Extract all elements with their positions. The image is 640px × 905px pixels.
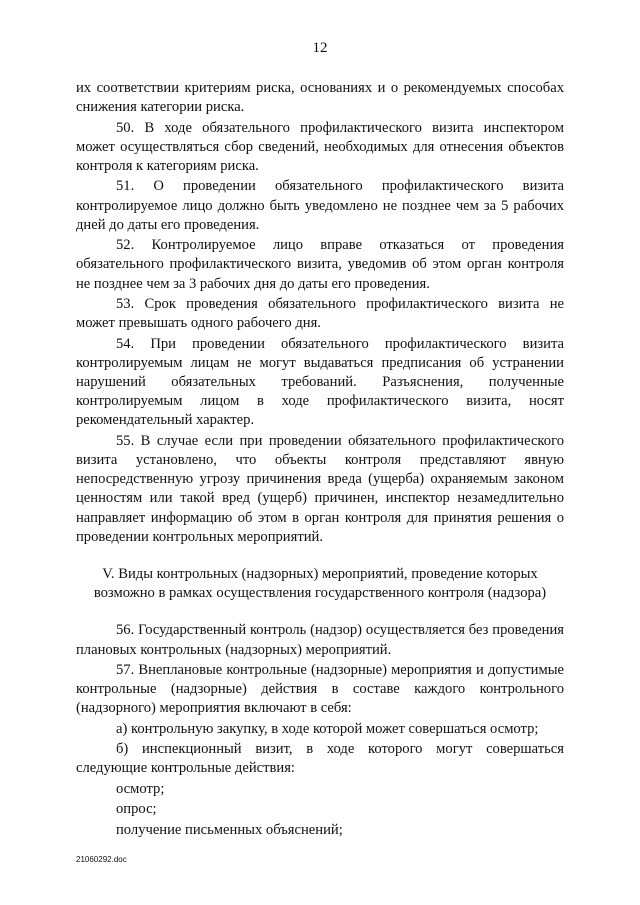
list-item: опрос; (116, 801, 157, 818)
section-heading: V. Виды контрольных (надзорных) мероприятий, проведение которых возможно в рамках осуществления государственного контроля (надзора) (93, 566, 547, 602)
paragraph: 56. Государственный контроль (надзор) осуществляется без проведения плановых контрольных (надзорных) мероприятий. (76, 622, 564, 658)
paragraph: 53. Срок проведения обязательного профилактического визита не может превышать одного рабочего дня. (76, 295, 564, 332)
paragraph: 55. В случае если при проведении обязательного профилактического визита установлено, что объекты контроля представляют явную непосредственную угрозу причинения вреда (ущерба) охраняемым законом ценностям или такой вред (ущерб) причинен, инспектор незамедлительно направляет информацию об этом в орган контроля для принятия решения о проведении контрольных мероприятий. (76, 432, 564, 545)
list-item: получение письменных объяснений; (116, 821, 343, 838)
paragraph: 51. О проведении обязательного профилактического визита контролируемое лицо должно быть уведомлено не позднее чем за 5 рабочих дней до даты его проведения. (76, 178, 564, 233)
paragraph: 57. Внеплановые контрольные (надзорные) мероприятия и допустимые контрольные (надзорные) действия в составе каждого контрольного (надзорного) мероприятия включают в себя: (76, 662, 564, 717)
list-item: осмотр; (116, 780, 165, 797)
footer-filename: 21060292.doc (76, 855, 127, 864)
paragraph: 52. Контролируемое лицо вправе отказаться от проведения обязательного профилактического визита, уведомив об этом орган контроля не позднее чем за 3 рабочих дня до даты его проведения. (76, 237, 564, 292)
page-number: 12 (312, 40, 328, 56)
paragraph: их соответствии критериям риска, основаниях и о рекомендуемых способах снижения категории риска. (76, 80, 564, 116)
paragraph: 50. В ходе обязательного профилактического визита инспектором может осуществляться сбор сведений, необходимых для отнесения объектов контроля к категориям риска. (76, 119, 564, 174)
document-body (76, 79, 564, 841)
paragraph: а) контрольную закупку, в ходе которой может совершаться осмотр; (116, 720, 539, 737)
paragraph: 54. При проведении обязательного профилактического визита контролируемым лицам не могут выдаваться предписания об устранении нарушений обязательных требований. Разъяснения, полученные контролируемым лицом в ходе профилактического визита, носят рекомендательный характер. (76, 335, 564, 429)
paragraph: б) инспекционный визит, в ходе которого могут совершаться следующие контрольные действия: (76, 741, 564, 777)
